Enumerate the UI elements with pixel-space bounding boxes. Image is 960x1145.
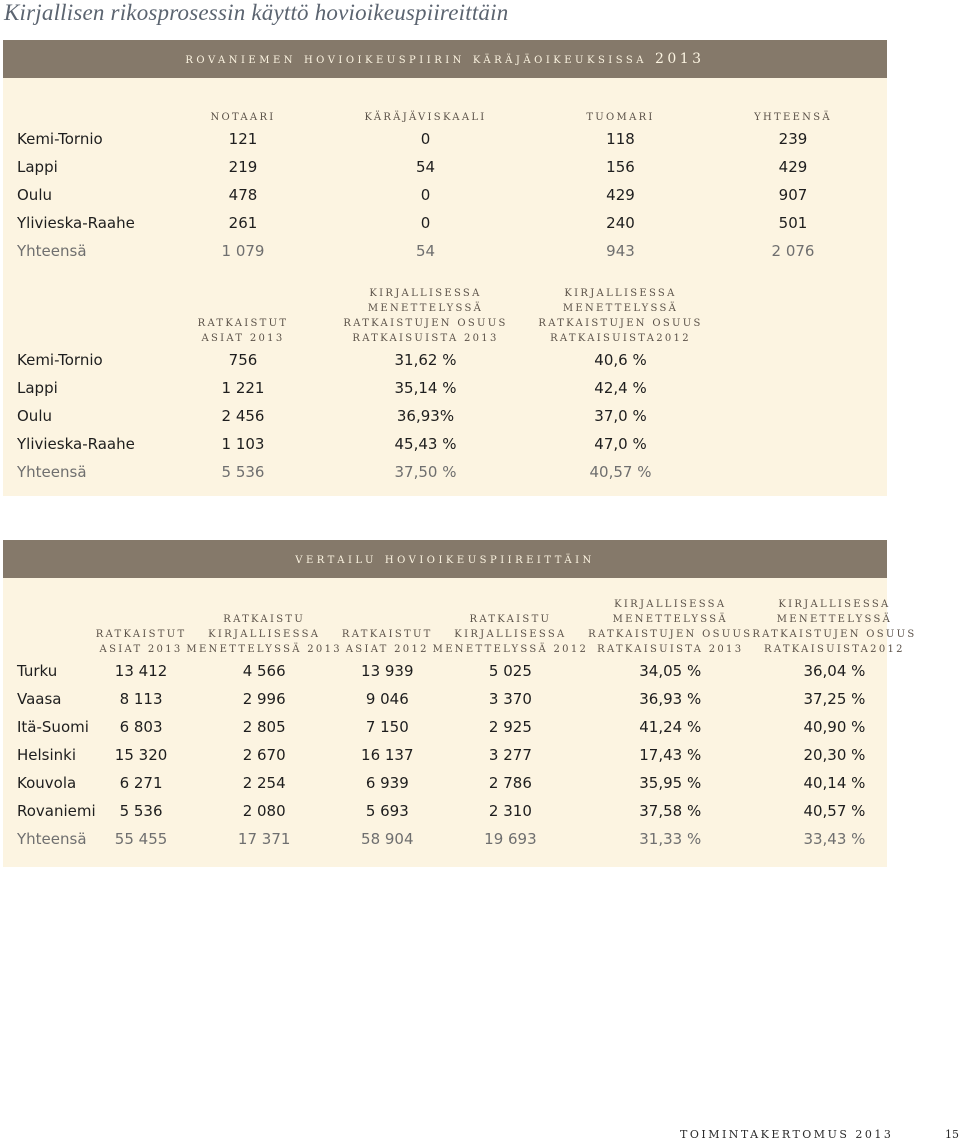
col-header-tuomari: TUOMARI	[586, 112, 655, 123]
cell: 118	[606, 130, 635, 148]
table-row	[3, 430, 703, 458]
row-name: Vaasa	[17, 690, 62, 708]
row-name: Oulu	[17, 407, 52, 425]
cell: 5 025	[488, 662, 532, 680]
cell: 40,57 %	[589, 463, 652, 481]
header-line: KIRJALLISESSA	[778, 599, 891, 610]
cell: 2 254	[242, 774, 286, 792]
col-header-ratkaistut-2013	[173, 286, 313, 346]
cell: 37,25 %	[803, 690, 866, 708]
col-header-notaari: NOTAARI	[210, 112, 276, 123]
header-line: RATKAISUISTA 2013	[597, 644, 744, 655]
header-line: ASIAT 2012	[345, 644, 429, 655]
cell: 2 076	[771, 242, 815, 260]
cell: 58 904	[361, 830, 414, 848]
header-line: KIRJALLISESSA	[614, 599, 727, 610]
cell: 19 693	[484, 830, 537, 848]
cell: 3 277	[488, 746, 532, 764]
cell: 219	[228, 158, 258, 176]
cell: 31,62 %	[394, 351, 457, 369]
cell: 501	[778, 214, 808, 232]
col-header-ratkaistut-2012	[342, 597, 433, 657]
cell: 40,6 %	[594, 351, 647, 369]
header-line: MENETTELYSSÄ	[612, 614, 728, 625]
row-name: Lappi	[17, 379, 58, 397]
table-row	[3, 741, 917, 769]
table-total-row	[3, 237, 883, 265]
row-name: Kemi-Tornio	[17, 130, 103, 148]
section-rovaniemi	[3, 40, 887, 496]
header-line: RATKAISUISTA2012	[764, 644, 905, 655]
col-header-ratkaistut-2013	[96, 597, 187, 657]
cell: 2 670	[242, 746, 286, 764]
cell: 35,95 %	[639, 774, 702, 792]
section-comparison	[3, 540, 917, 867]
row-name: Rovaniemi	[17, 802, 96, 820]
cell: 40,90 %	[803, 718, 866, 736]
header-line: RATKAISTUT	[341, 629, 433, 640]
col-header-osuus-2012	[752, 597, 916, 657]
cell: 429	[778, 158, 808, 176]
cell: 6 803	[119, 718, 163, 736]
cell: 1 221	[221, 379, 265, 397]
cell: 34,05 %	[639, 662, 702, 680]
header-line: RATKAISUISTA2012	[550, 333, 691, 344]
col-header-yhteensa: YHTEENSÄ	[754, 112, 832, 123]
cell: 6 939	[365, 774, 409, 792]
col-header-kirjallinen-2012	[433, 597, 589, 657]
col-header-osuus-2013	[588, 597, 752, 657]
header-line: ASIAT 2013	[201, 333, 285, 344]
cell: 36,93 %	[639, 690, 702, 708]
header-line: RATKAISUISTA 2013	[352, 333, 499, 344]
cell: 2 925	[488, 718, 532, 736]
row-name: Ylivieska-Raahe	[17, 435, 135, 453]
cell: 8 113	[119, 690, 163, 708]
col-header-kirjallinen-2013	[186, 597, 342, 657]
cell: 121	[228, 130, 258, 148]
col-header-osuus-2012	[538, 286, 703, 346]
cell: 17 371	[237, 830, 291, 848]
cell: 2 805	[242, 718, 286, 736]
cell: 261	[228, 214, 258, 232]
footer-label: TOIMINTAKERTOMUS 2013	[680, 1128, 894, 1141]
table-row	[3, 209, 883, 237]
cell: 55 455	[114, 830, 168, 848]
col-header-karajaviskaali: KÄRÄJÄVISKAALI	[364, 112, 487, 123]
cell: 2 080	[242, 802, 286, 820]
header-line: MENETTELYSSÄ 2013	[186, 644, 342, 655]
cell: 0	[420, 186, 431, 204]
cell: 47,0 %	[594, 435, 647, 453]
cell: 40,14 %	[803, 774, 866, 792]
table-row	[3, 181, 883, 209]
cell: 17,43 %	[639, 746, 702, 764]
table-court-comparison	[3, 597, 917, 853]
cell: 31,33 %	[639, 830, 702, 848]
cell: 943	[606, 242, 635, 260]
header-line: RATKAISTU	[469, 614, 552, 625]
row-name: Yhteensä	[17, 830, 87, 848]
cell: 239	[778, 130, 808, 148]
cell: 478	[228, 186, 258, 204]
cell: 41,24 %	[639, 718, 702, 736]
cell: 0	[420, 130, 431, 148]
table-row	[3, 125, 883, 153]
header-line: RATKAISTU	[223, 614, 306, 625]
cell: 54	[415, 242, 436, 260]
page-title: Kirjallisen rikosprosessin käyttö hovioikeuspiireittäin	[4, 0, 509, 25]
table-row	[3, 769, 917, 797]
cell: 35,14 %	[394, 379, 457, 397]
cell: 20,30 %	[803, 746, 866, 764]
cell: 2 996	[242, 690, 286, 708]
cell: 54	[415, 158, 436, 176]
header-line: MENETTELYSSÄ	[562, 303, 679, 314]
row-name: Itä-Suomi	[17, 718, 89, 736]
header-line: KIRJALLISESSA	[369, 288, 482, 299]
header-line: RATKAISTUJEN OSUUS	[538, 318, 703, 329]
cell: 36,04 %	[803, 662, 866, 680]
cell: 1 079	[221, 242, 265, 260]
table-row	[3, 402, 703, 430]
row-name: Lappi	[17, 158, 58, 176]
table-total-row	[3, 825, 917, 853]
cell: 7 150	[365, 718, 409, 736]
cell: 2 786	[488, 774, 532, 792]
cell: 0	[420, 214, 431, 232]
header-line: RATKAISTUT	[95, 629, 187, 640]
row-name: Turku	[17, 662, 58, 680]
table-row	[3, 657, 917, 685]
cell: 40,57 %	[803, 802, 866, 820]
row-name: Kouvola	[17, 774, 77, 792]
page-number: 15	[945, 1128, 959, 1141]
header-line: MENETTELYSSÄ 2012	[432, 644, 589, 655]
row-name: Ylivieska-Raahe	[17, 214, 135, 232]
row-name: Kemi-Tornio	[17, 351, 103, 369]
table-row	[3, 685, 917, 713]
cell: 42,4 %	[594, 379, 647, 397]
header-line: ASIAT 2013	[99, 644, 183, 655]
cell: 13 939	[361, 662, 414, 680]
row-name: Oulu	[17, 186, 52, 204]
row-name: Helsinki	[17, 746, 77, 764]
row-name: Yhteensä	[17, 463, 87, 481]
col-header	[3, 105, 173, 125]
cell: 37,50 %	[394, 463, 457, 481]
row-name: Yhteensä	[17, 242, 87, 260]
cell: 429	[606, 186, 635, 204]
cell: 907	[778, 186, 808, 204]
cell: 2 310	[488, 802, 532, 820]
cell: 37,58 %	[639, 802, 702, 820]
table-row	[3, 153, 883, 181]
cell: 45,43 %	[394, 435, 457, 453]
cell: 37,0 %	[594, 407, 647, 425]
table-written-procedure-share	[3, 286, 703, 486]
header-line: KIRJALLISESSA	[208, 629, 321, 640]
header-line: KIRJALLISESSA	[454, 629, 567, 640]
cell: 5 536	[119, 802, 163, 820]
section-title: rovaniemen hovioikeuspiirin käräjäoikeuksissa 2013	[3, 40, 887, 78]
header-line: RATKAISTUJEN OSUUS	[343, 318, 508, 329]
cell: 756	[228, 351, 258, 369]
col-header	[3, 597, 96, 657]
table-staff-breakdown	[3, 105, 883, 265]
cell: 5 693	[365, 802, 409, 820]
header-line: KIRJALLISESSA	[564, 288, 677, 299]
cell: 15 320	[114, 746, 168, 764]
header-line: MENETTELYSSÄ	[776, 614, 893, 625]
cell: 33,43 %	[803, 830, 866, 848]
cell: 5 536	[221, 463, 265, 481]
cell: 1 103	[221, 435, 265, 453]
header-line: RATKAISTUJEN OSUUS	[588, 629, 753, 640]
cell: 156	[606, 158, 635, 176]
table-total-row	[3, 458, 703, 486]
table-row	[3, 713, 917, 741]
cell: 4 566	[242, 662, 286, 680]
cell: 9 046	[365, 690, 409, 708]
table-row	[3, 374, 703, 402]
col-header-osuus-2013	[313, 286, 538, 346]
cell: 6 271	[119, 774, 163, 792]
cell: 13 412	[114, 662, 168, 680]
header-line: RATKAISTUT	[197, 318, 289, 329]
header-line: MENETTELYSSÄ	[367, 303, 484, 314]
cell: 2 456	[221, 407, 265, 425]
header-line: RATKAISTUJEN OSUUS	[752, 629, 917, 640]
cell: 240	[606, 214, 635, 232]
cell: 3 370	[488, 690, 532, 708]
cell: 36,93%	[396, 407, 455, 425]
col-header	[3, 286, 173, 346]
table-row	[3, 797, 917, 825]
section-title: vertailu hovioikeuspiireittäin	[3, 540, 887, 578]
cell: 16 137	[361, 746, 414, 764]
table-row	[3, 346, 703, 374]
